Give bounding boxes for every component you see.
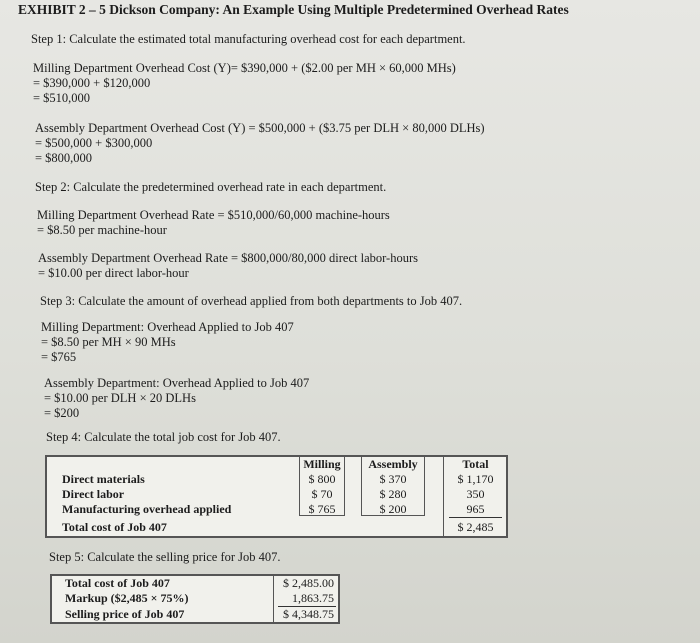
assembly-overhead: $ 200 <box>379 502 407 516</box>
step1-assembly-line1: Assembly Department Overhead Cost (Y) = $500,000 + ($3.75 per DLH × 80,000 DLHs) <box>35 121 485 135</box>
header-total: Total <box>462 457 489 471</box>
step3-assembly-line2: = $10.00 per DLH × 20 DLHs <box>44 391 196 405</box>
step2-milling-line2: = $8.50 per machine-hour <box>37 223 167 237</box>
selling-total-cost-value: $ 2,485.00 <box>283 576 334 590</box>
assembly-direct-materials: $ 370 <box>379 472 407 486</box>
step5-heading: Step 5: Calculate the selling price for Job 407. <box>49 550 281 564</box>
exhibit-title: EXHIBIT 2 – 5 Dickson Company: An Example Using Multiple Predetermined Overhead Rates <box>18 2 569 17</box>
step1-milling-line3: = $510,000 <box>33 91 91 105</box>
total-underline <box>449 517 502 518</box>
selling-row-label-selling-price: Selling price of Job 407 <box>65 607 185 621</box>
row-label-direct-materials: Direct materials <box>62 472 145 486</box>
assembly-direct-labor: $ 280 <box>379 487 407 501</box>
header-milling: Milling <box>303 457 341 471</box>
step4-heading: Step 4: Calculate the total job cost for Job 407. <box>46 430 281 444</box>
step2-milling-line1: Milling Department Overhead Rate = $510,000/60,000 machine-hours <box>37 208 390 222</box>
row-label-total-cost: Total cost of Job 407 <box>62 520 167 534</box>
selling-row-label-total-cost: Total cost of Job 407 <box>65 576 170 590</box>
step1-assembly-line2: = $500,000 + $300,000 <box>35 136 153 150</box>
step3-assembly-line1: Assembly Department: Overhead Applied to Job 407 <box>44 376 310 390</box>
step2-assembly-line1: Assembly Department Overhead Rate = $800,000/80,000 direct labor-hours <box>38 251 418 265</box>
total-direct-materials: $ 1,170 <box>457 472 494 486</box>
header-assembly: Assembly <box>368 457 418 471</box>
step1-assembly-line3: = $800,000 <box>35 151 93 165</box>
row-label-direct-labor: Direct labor <box>62 487 125 501</box>
step3-milling-line3: = $765 <box>41 350 77 364</box>
milling-overhead: $ 765 <box>308 502 336 516</box>
step1-heading: Step 1: Calculate the estimated total manufacturing overhead cost for each department. <box>31 32 466 46</box>
row-label-overhead-applied: Manufacturing overhead applied <box>62 502 232 516</box>
step3-milling-line2: = $8.50 per MH × 90 MHs <box>41 335 176 349</box>
step1-milling-line2: = $390,000 + $120,000 <box>33 76 151 90</box>
selling-row-label-markup: Markup ($2,485 × 75%) <box>65 591 189 605</box>
step2-assembly-line2: = $10.00 per direct labor-hour <box>38 266 189 280</box>
milling-direct-materials: $ 800 <box>308 472 336 486</box>
step3-milling-line1: Milling Department: Overhead Applied to Job 407 <box>41 320 294 334</box>
total-overhead: 965 <box>466 502 485 516</box>
selling-price-value: $ 4,348.75 <box>283 607 334 621</box>
step3-heading: Step 3: Calculate the amount of overhead applied from both departments to Job 407. <box>40 294 463 308</box>
step2-heading: Step 2: Calculate the predetermined overhead rate in each department. <box>35 180 387 194</box>
milling-direct-labor: $ 70 <box>311 487 333 501</box>
total-direct-labor: 350 <box>466 487 485 501</box>
step3-assembly-line3: = $200 <box>44 406 80 420</box>
step1-milling-line1: Milling Department Overhead Cost (Y)= $390,000 + ($2.00 per MH × 60,000 MHs) <box>33 61 456 75</box>
selling-markup-value: 1,863.75 <box>292 591 334 605</box>
job-cost-table <box>45 455 508 538</box>
selling-price-table <box>50 574 340 624</box>
total-cost-value: $ 2,485 <box>457 520 494 534</box>
